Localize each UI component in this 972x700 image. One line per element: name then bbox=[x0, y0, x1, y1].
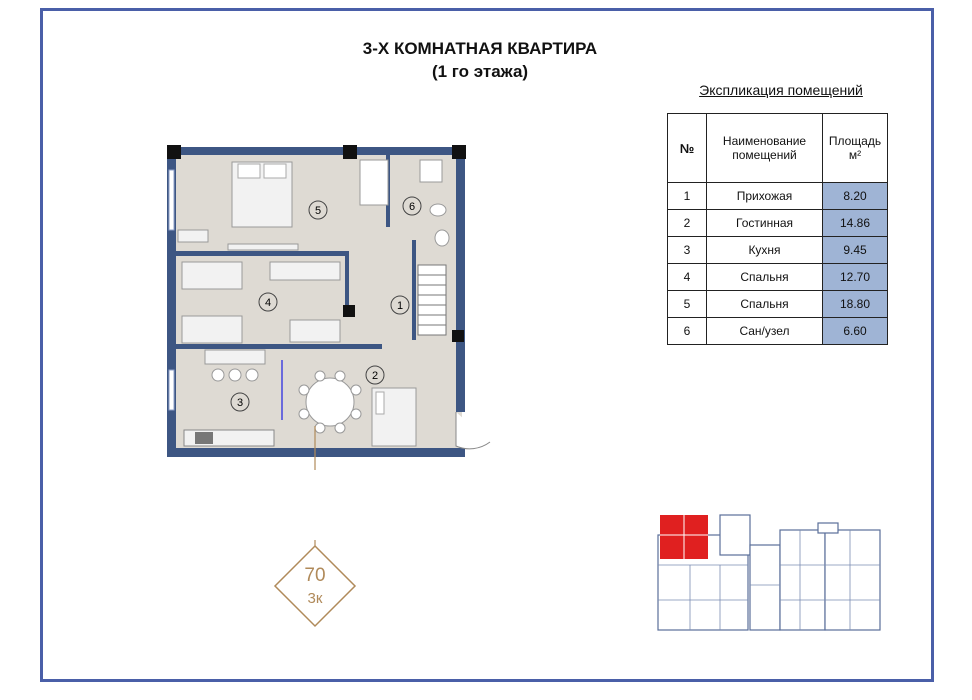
table-header-row bbox=[668, 114, 888, 183]
row-area: 6.60 bbox=[823, 318, 888, 345]
wardrobe bbox=[270, 262, 340, 280]
header-area: Площадь м² bbox=[823, 114, 888, 183]
keyplan-block bbox=[818, 523, 838, 533]
stool bbox=[212, 369, 224, 381]
desk bbox=[290, 320, 340, 342]
window bbox=[169, 370, 174, 410]
svg-text:2: 2 bbox=[371, 370, 379, 382]
staircase bbox=[418, 265, 446, 335]
row-num: 6 bbox=[668, 318, 707, 345]
row-num: 3 bbox=[668, 237, 707, 264]
table-row bbox=[668, 183, 888, 210]
chair bbox=[315, 423, 325, 433]
floor-plan bbox=[150, 140, 500, 470]
row-name: Кухня bbox=[707, 237, 823, 264]
column bbox=[343, 145, 357, 159]
desk bbox=[178, 230, 208, 242]
chair bbox=[335, 371, 345, 381]
table-row bbox=[668, 237, 888, 264]
row-area: 9.45 bbox=[823, 237, 888, 264]
column bbox=[452, 145, 466, 159]
shelf bbox=[205, 350, 265, 364]
wall-top bbox=[172, 147, 465, 155]
washing-machine bbox=[420, 160, 442, 182]
svg-text:3: 3 bbox=[236, 397, 244, 409]
window bbox=[169, 170, 174, 230]
armchair bbox=[376, 392, 384, 414]
entrance-door bbox=[456, 412, 490, 449]
row-name: Прихожая bbox=[707, 183, 823, 210]
row-area: 12.70 bbox=[823, 264, 888, 291]
row-name: Сан/узел bbox=[707, 318, 823, 345]
toilet bbox=[430, 204, 446, 216]
chair bbox=[315, 371, 325, 381]
explication-table bbox=[667, 113, 888, 345]
table-row bbox=[668, 291, 888, 318]
single-bed bbox=[182, 262, 242, 289]
chair bbox=[299, 385, 309, 395]
shower bbox=[360, 160, 388, 205]
keyplan-block bbox=[825, 530, 880, 630]
sink bbox=[435, 230, 449, 246]
wall-corridor bbox=[412, 240, 416, 340]
svg-text:1: 1 bbox=[396, 300, 404, 312]
badge-area-value: 70 bbox=[304, 565, 326, 586]
stool bbox=[246, 369, 258, 381]
header-num: № bbox=[668, 114, 707, 183]
wall-bedroom4-bottom bbox=[172, 344, 382, 349]
header-name: Наименование помещений bbox=[707, 114, 823, 183]
pillow bbox=[264, 164, 286, 178]
wall-right bbox=[456, 147, 465, 412]
row-area: 18.80 bbox=[823, 291, 888, 318]
table-row bbox=[668, 210, 888, 237]
keyplan-block bbox=[750, 545, 780, 630]
row-num: 2 bbox=[668, 210, 707, 237]
row-area: 14.86 bbox=[823, 210, 888, 237]
chair bbox=[351, 385, 361, 395]
row-num: 4 bbox=[668, 264, 707, 291]
wall-bedroom4-right bbox=[345, 251, 349, 307]
keyplan-block bbox=[720, 515, 750, 555]
chair bbox=[335, 423, 345, 433]
wall-bottom bbox=[167, 448, 465, 457]
key-plan bbox=[650, 505, 890, 635]
stool bbox=[229, 369, 241, 381]
svg-text:6: 6 bbox=[408, 201, 416, 213]
pillow bbox=[238, 164, 260, 178]
row-num: 1 bbox=[668, 183, 707, 210]
chair bbox=[351, 409, 361, 419]
column bbox=[167, 145, 181, 159]
column bbox=[452, 330, 464, 342]
chair bbox=[299, 409, 309, 419]
column bbox=[343, 305, 355, 317]
svg-text:4: 4 bbox=[264, 297, 272, 309]
stove bbox=[195, 432, 213, 444]
table-row bbox=[668, 264, 888, 291]
wardrobe bbox=[228, 244, 298, 250]
page-subtitle: (1 го этажа) bbox=[431, 62, 529, 81]
keyplan-block bbox=[780, 530, 825, 630]
row-name: Спальня bbox=[707, 291, 823, 318]
explication-title: Экспликация помещений bbox=[699, 82, 863, 98]
row-name: Гостинная bbox=[707, 210, 823, 237]
table-row bbox=[668, 318, 888, 345]
row-num: 5 bbox=[668, 291, 707, 318]
badge-room-count: 3к bbox=[307, 590, 323, 607]
single-bed bbox=[182, 316, 242, 343]
svg-text:5: 5 bbox=[314, 205, 322, 217]
dining-table bbox=[306, 378, 354, 426]
wall-bedroom5-bottom bbox=[172, 251, 348, 256]
row-name: Спальня bbox=[707, 264, 823, 291]
row-area: 8.20 bbox=[823, 183, 888, 210]
page-title: 3-Х КОМНАТНАЯ КВАРТИРА bbox=[362, 39, 598, 58]
